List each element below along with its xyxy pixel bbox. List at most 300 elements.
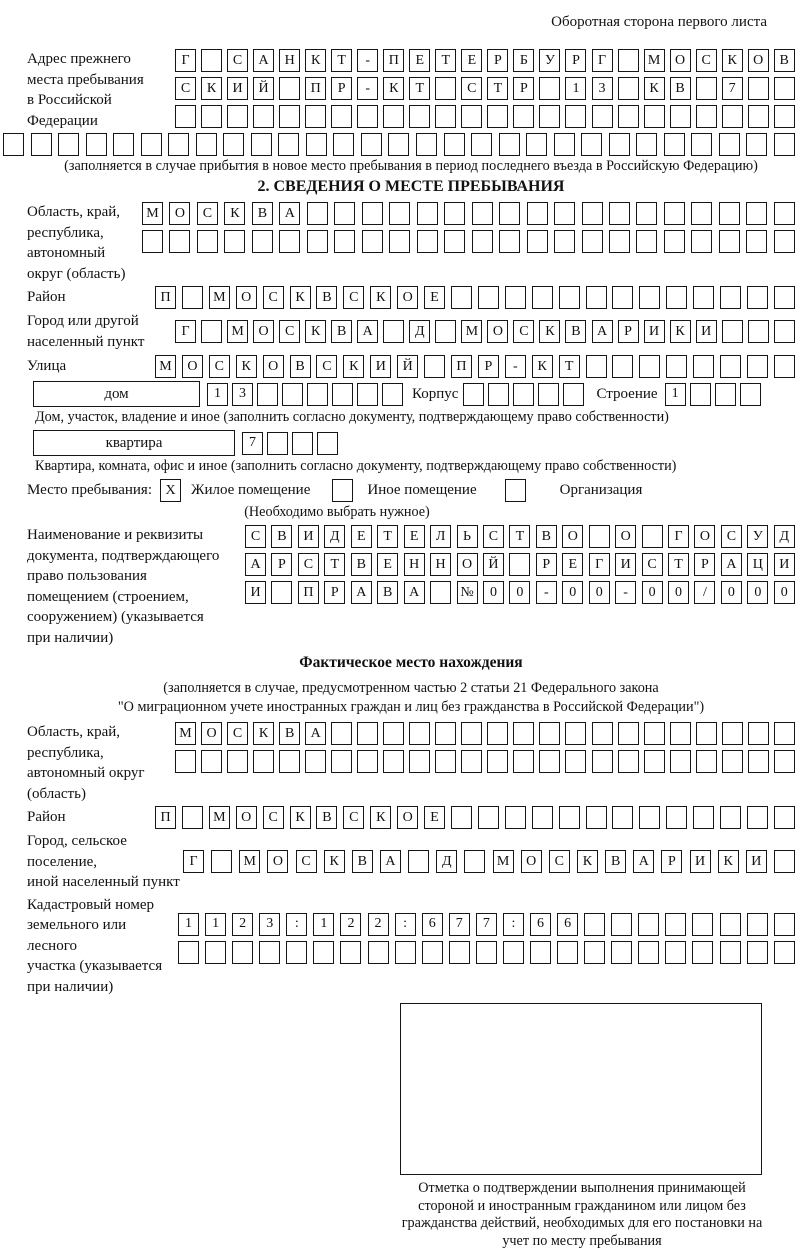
char-box: 0: [774, 581, 795, 604]
char-box: [435, 722, 456, 745]
char-box: [333, 133, 354, 156]
char-box: [720, 941, 741, 964]
char-box: Д: [409, 320, 430, 343]
char-box: [499, 133, 520, 156]
char-box: С: [483, 525, 504, 548]
char-box: К: [370, 806, 391, 829]
char-box: К: [324, 850, 345, 873]
char-box: [357, 383, 378, 406]
char-box: [505, 806, 526, 829]
char-box: Л: [430, 525, 451, 548]
char-box: [666, 355, 687, 378]
char-box: [444, 230, 465, 253]
char-box: 3: [592, 77, 613, 100]
field-actual-district: [27, 806, 795, 829]
char-box: [532, 286, 553, 309]
char-box: И: [644, 320, 665, 343]
char-box: [252, 230, 273, 253]
apartment-cells: [242, 432, 338, 455]
char-box: Н: [404, 553, 425, 576]
district-row: [155, 286, 795, 309]
char-box: 0: [668, 581, 689, 604]
char-box: [691, 202, 712, 225]
char-box: 1: [205, 913, 226, 936]
char-box: :: [503, 913, 524, 936]
char-box: [589, 525, 610, 548]
char-box: [584, 941, 605, 964]
char-box: [611, 913, 632, 936]
char-box: [451, 806, 472, 829]
char-box: Ц: [747, 553, 768, 576]
char-box: [539, 105, 560, 128]
field-house: [33, 381, 795, 407]
char-box: [722, 722, 743, 745]
char-box: [435, 105, 456, 128]
char-box: В: [774, 49, 795, 72]
char-box: [435, 750, 456, 773]
char-box: [488, 383, 509, 406]
char-box: К: [201, 77, 222, 100]
char-box: [487, 105, 508, 128]
char-box: [409, 750, 430, 773]
char-box: [559, 806, 580, 829]
confirmation-stamp-box: [400, 1003, 762, 1175]
char-box: О: [169, 202, 190, 225]
char-box: [417, 230, 438, 253]
char-box: [141, 133, 162, 156]
field-region: [27, 202, 795, 284]
char-box: О: [236, 286, 257, 309]
char-box: 1: [178, 913, 199, 936]
char-box: [362, 230, 383, 253]
char-box: 0: [721, 581, 742, 604]
char-box: [644, 105, 665, 128]
char-box: [31, 133, 52, 156]
char-box: [644, 722, 665, 745]
char-box: [539, 77, 560, 100]
char-box: 7: [242, 432, 263, 455]
char-box: [307, 202, 328, 225]
char-box: [748, 77, 769, 100]
char-box: [539, 722, 560, 745]
char-box: 3: [259, 913, 280, 936]
char-box: [693, 286, 714, 309]
char-box: [592, 722, 613, 745]
char-box: [565, 105, 586, 128]
region-label: Область, край, республика, автономный округ (область): [27, 204, 126, 282]
char-box: [774, 913, 795, 936]
char-box: [618, 77, 639, 100]
char-box: А: [245, 553, 266, 576]
previous-address-row-2: [175, 77, 795, 100]
char-box: [720, 286, 741, 309]
char-box: К: [532, 355, 553, 378]
char-box: [113, 133, 134, 156]
char-box: [559, 286, 580, 309]
char-box: [169, 230, 190, 253]
char-box: Ь: [457, 525, 478, 548]
char-box: [513, 105, 534, 128]
char-box: [201, 105, 222, 128]
char-box: П: [305, 77, 326, 100]
char-box: [715, 383, 736, 406]
char-box: [444, 202, 465, 225]
char-box: [201, 750, 222, 773]
char-box: [774, 105, 795, 128]
char-box: [747, 913, 768, 936]
char-box: [3, 133, 24, 156]
apartment-box-label: квартира: [33, 430, 235, 456]
house-box-label: дом: [33, 381, 200, 407]
char-box: [774, 230, 795, 253]
char-box: Т: [331, 49, 352, 72]
street-row: [155, 355, 795, 378]
char-box: [224, 230, 245, 253]
char-box: [435, 320, 456, 343]
char-box: [774, 750, 795, 773]
char-box: [618, 750, 639, 773]
char-box: [430, 581, 451, 604]
char-box: 7: [449, 913, 470, 936]
char-box: [636, 202, 657, 225]
char-box: [581, 133, 602, 156]
char-box: [461, 105, 482, 128]
char-box: [719, 133, 740, 156]
char-box: [383, 320, 404, 343]
char-box: [609, 230, 630, 253]
char-box: [362, 202, 383, 225]
char-box: [722, 320, 743, 343]
char-box: [409, 105, 430, 128]
doc-rights-row-3: [245, 581, 795, 604]
char-box: [306, 133, 327, 156]
char-box: [182, 286, 203, 309]
char-box: [513, 383, 534, 406]
char-box: [584, 913, 605, 936]
char-box: 1: [313, 913, 334, 936]
char-box: 0: [747, 581, 768, 604]
char-box: Г: [589, 553, 610, 576]
field-previous-address: [27, 49, 795, 131]
stroenie-label: Строение: [596, 385, 658, 402]
char-box: [665, 913, 686, 936]
char-box: [554, 230, 575, 253]
cadastral-row-1: [178, 913, 795, 936]
char-box: [197, 230, 218, 253]
char-box: 1: [565, 77, 586, 100]
char-box: [747, 355, 768, 378]
char-box: [582, 202, 603, 225]
char-box: В: [290, 355, 311, 378]
region-row-1: [142, 202, 795, 225]
char-box: О: [694, 525, 715, 548]
char-box: [638, 941, 659, 964]
char-box: [586, 286, 607, 309]
char-box: Г: [668, 525, 689, 548]
char-box: 7: [476, 913, 497, 936]
char-box: [696, 77, 717, 100]
char-box: М: [155, 355, 176, 378]
char-box: С: [316, 355, 337, 378]
previous-address-note: (заполняется в случае прибытия в новое место пребывания в период последнего въезда в Российскую Федерацию): [64, 158, 758, 174]
field-apartment: [33, 430, 795, 456]
char-box: И: [227, 77, 248, 100]
char-box: -: [536, 581, 557, 604]
char-box: [582, 230, 603, 253]
actual-location-note-2: "О миграционном учете иностранных граждан и лиц без гражданства в Российской Федерации"): [117, 699, 705, 715]
char-box: [389, 230, 410, 253]
char-box: О: [748, 49, 769, 72]
char-box: О: [562, 525, 583, 548]
char-box: [691, 230, 712, 253]
char-box: [513, 750, 534, 773]
korpus-label: Корпус: [412, 385, 459, 402]
char-box: К: [305, 320, 326, 343]
char-box: 0: [642, 581, 663, 604]
char-box: Р: [694, 553, 715, 576]
char-box: [696, 105, 717, 128]
char-box: О: [267, 850, 288, 873]
char-box: [388, 133, 409, 156]
char-box: [664, 133, 685, 156]
field-street: [27, 355, 795, 378]
char-box: [670, 105, 691, 128]
char-box: [639, 286, 660, 309]
char-box: [642, 525, 663, 548]
char-box: [719, 230, 740, 253]
char-box: [696, 750, 717, 773]
char-box: Р: [478, 355, 499, 378]
char-box: М: [227, 320, 248, 343]
char-box: Е: [562, 553, 583, 576]
char-box: С: [721, 525, 742, 548]
char-box: [563, 383, 584, 406]
char-box: -: [357, 77, 378, 100]
stroenie-cells: [665, 383, 761, 406]
char-box: [565, 722, 586, 745]
char-box: [417, 202, 438, 225]
char-box: О: [457, 553, 478, 576]
char-box: [618, 105, 639, 128]
field-doc-rights: [27, 525, 795, 648]
char-box: [499, 230, 520, 253]
char-box: [259, 941, 280, 964]
char-box: :: [395, 913, 416, 936]
char-box: 6: [530, 913, 551, 936]
char-box: [424, 355, 445, 378]
char-box: [609, 133, 630, 156]
char-box: [592, 105, 613, 128]
char-box: М: [209, 286, 230, 309]
char-box: О: [397, 806, 418, 829]
char-box: В: [351, 553, 372, 576]
char-box: [670, 750, 691, 773]
char-box: Р: [487, 49, 508, 72]
char-box: Г: [592, 49, 613, 72]
char-box: [175, 750, 196, 773]
char-box: [748, 105, 769, 128]
char-box: [618, 722, 639, 745]
char-box: В: [331, 320, 352, 343]
char-box: [292, 432, 313, 455]
char-box: В: [279, 722, 300, 745]
char-box: [612, 806, 633, 829]
char-box: [505, 286, 526, 309]
char-box: [639, 806, 660, 829]
char-box: [720, 806, 741, 829]
char-box: Н: [279, 49, 300, 72]
house-number-cells: [207, 383, 403, 406]
char-box: /: [694, 581, 715, 604]
char-box: С: [263, 286, 284, 309]
actual-city-row: [183, 850, 795, 873]
char-box: [451, 286, 472, 309]
char-box: [305, 750, 326, 773]
char-box: [665, 941, 686, 964]
char-box: А: [305, 722, 326, 745]
char-box: [168, 133, 189, 156]
char-box: 0: [483, 581, 504, 604]
char-box: К: [722, 49, 743, 72]
char-box: [748, 750, 769, 773]
char-box: К: [670, 320, 691, 343]
char-box: А: [253, 49, 274, 72]
char-box: [472, 202, 493, 225]
char-box: [478, 806, 499, 829]
checkbox-organization: [505, 479, 526, 502]
char-box: Т: [668, 553, 689, 576]
char-box: [740, 383, 761, 406]
char-box: [692, 913, 713, 936]
char-box: М: [239, 850, 260, 873]
char-box: Д: [774, 525, 795, 548]
field-city: [27, 311, 795, 352]
char-box: С: [263, 806, 284, 829]
char-box: О: [615, 525, 636, 548]
char-box: [201, 49, 222, 72]
char-box: К: [539, 320, 560, 343]
char-box: [612, 286, 633, 309]
cadastral-row-2: [178, 941, 795, 964]
char-box: В: [252, 202, 273, 225]
char-box: [774, 355, 795, 378]
char-box: [774, 77, 795, 100]
char-box: [746, 202, 767, 225]
char-box: И: [245, 581, 266, 604]
actual-region-label: Область, край, республика, автономный округ (область): [27, 724, 145, 802]
actual-region-row-1: [175, 722, 795, 745]
char-box: [409, 722, 430, 745]
char-box: Н: [430, 553, 451, 576]
char-box: [211, 850, 232, 873]
char-box: [774, 202, 795, 225]
char-box: [586, 806, 607, 829]
char-box: [538, 383, 559, 406]
char-box: Т: [509, 525, 530, 548]
char-box: С: [696, 49, 717, 72]
char-box: Е: [424, 286, 445, 309]
char-box: [340, 941, 361, 964]
char-box: [271, 581, 292, 604]
char-box: С: [461, 77, 482, 100]
district-label: Район: [27, 289, 66, 306]
char-box: С: [209, 355, 230, 378]
char-box: А: [592, 320, 613, 343]
char-box: С: [298, 553, 319, 576]
char-box: Т: [409, 77, 430, 100]
section2-title: 2. СВЕДЕНИЯ О МЕСТЕ ПРЕБЫВАНИЯ: [257, 178, 565, 195]
option-organization-label: Организация: [559, 482, 643, 498]
char-box: [282, 383, 303, 406]
char-box: [223, 133, 244, 156]
char-box: Р: [271, 553, 292, 576]
char-box: [471, 133, 492, 156]
korpus-cells: [463, 383, 584, 406]
char-box: [227, 105, 248, 128]
char-box: [253, 105, 274, 128]
char-box: Б: [513, 49, 534, 72]
char-box: Е: [351, 525, 372, 548]
char-box: Р: [513, 77, 534, 100]
char-box: У: [747, 525, 768, 548]
char-box: О: [182, 355, 203, 378]
char-box: О: [263, 355, 284, 378]
char-box: [435, 77, 456, 100]
char-box: [611, 941, 632, 964]
char-box: 0: [589, 581, 610, 604]
char-box: [361, 133, 382, 156]
char-box: -: [615, 581, 636, 604]
char-box: [182, 806, 203, 829]
char-box: К: [644, 77, 665, 100]
char-box: М: [493, 850, 514, 873]
char-box: [774, 320, 795, 343]
stay-type-label: Место пребывания:: [27, 482, 152, 498]
char-box: [279, 230, 300, 253]
char-box: [618, 49, 639, 72]
char-box: С: [549, 850, 570, 873]
char-box: В: [565, 320, 586, 343]
char-box: [334, 202, 355, 225]
char-box: [357, 750, 378, 773]
char-box: [331, 750, 352, 773]
page-top-note: Оборотная сторона первого листа: [551, 14, 767, 30]
char-box: [478, 286, 499, 309]
char-box: [307, 230, 328, 253]
char-box: [748, 320, 769, 343]
char-box: [774, 941, 795, 964]
char-box: [472, 230, 493, 253]
char-box: [357, 722, 378, 745]
char-box: [232, 941, 253, 964]
char-box: [644, 750, 665, 773]
city-row: [175, 320, 795, 343]
char-box: [747, 286, 768, 309]
doc-rights-row-2: [245, 553, 795, 576]
char-box: Т: [377, 525, 398, 548]
street-label: Улица: [27, 358, 67, 375]
char-box: [487, 722, 508, 745]
char-box: [527, 230, 548, 253]
char-box: О: [397, 286, 418, 309]
char-box: И: [615, 553, 636, 576]
char-box: У: [539, 49, 560, 72]
char-box: [639, 355, 660, 378]
char-box: [444, 133, 465, 156]
char-box: Т: [559, 355, 580, 378]
char-box: :: [286, 913, 307, 936]
char-box: [670, 722, 691, 745]
